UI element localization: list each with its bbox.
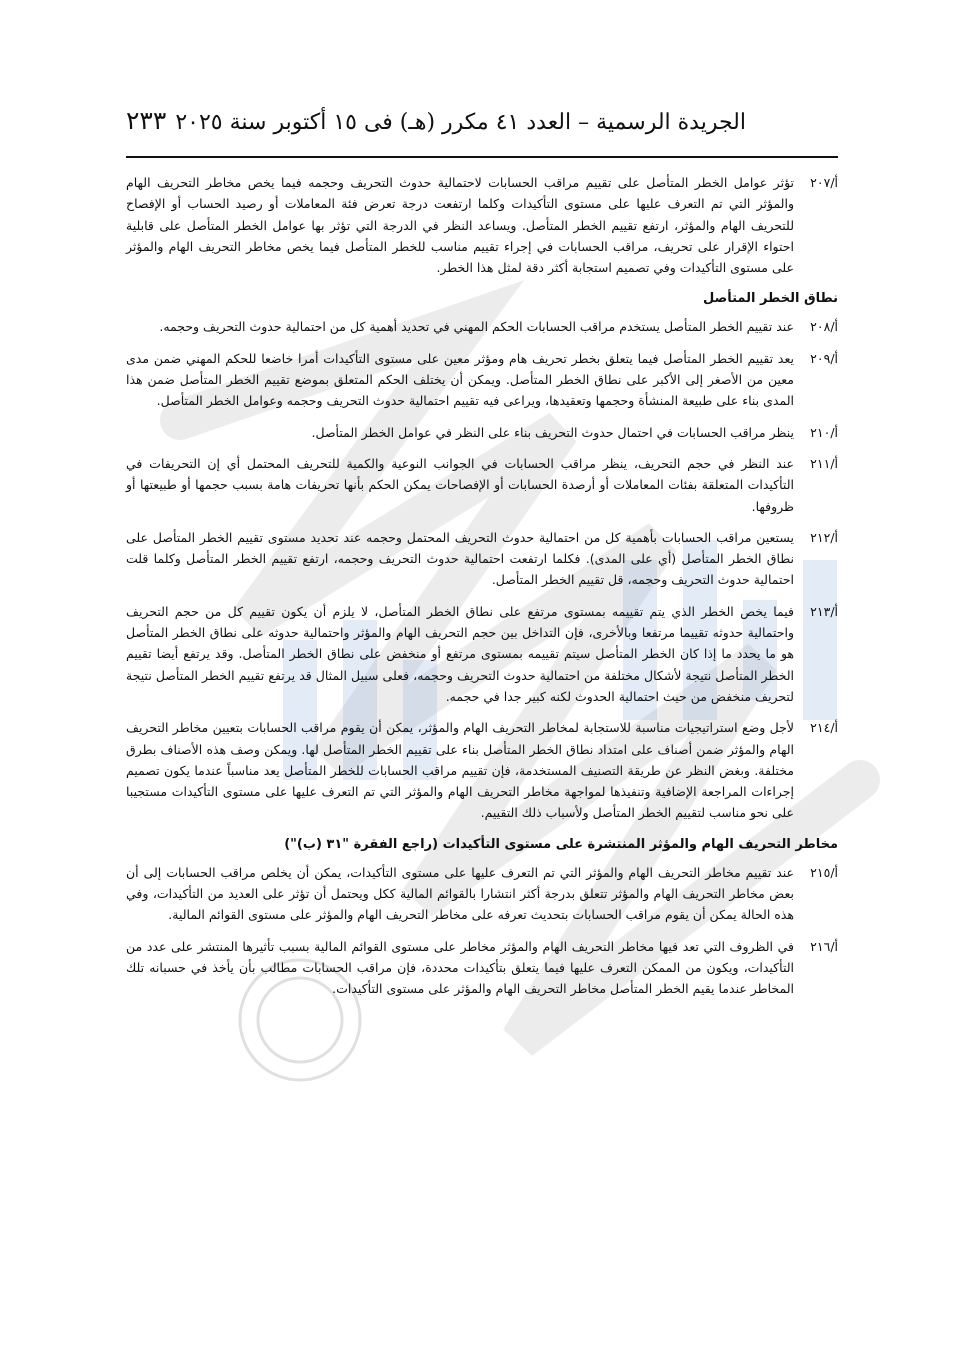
paragraph-text: فيما يخص الخطر الذي يتم تقييمه بمستوى مرتفع على نطاق الخطر المتأصل، لا يلزم أن يكون تقييم كل من حجم التحريف واحتمالية حدوثه تقييما مرتفعا وبالأخرى، فإن التداخل بين حجم التحريف الهام والمؤثر واحتمالية حدوثه على نطاق الخطر المتأصل هو ما يحدد ما إذا كان الخطر المتأصل سيتم تقييمه بمستوى مرتفع أو منخفض على نطاق الخطر المتأصل. وقد يرتفع أيضا تقييم الخطر المتأصل نتيجة لأشكال مختلفة من احتمالية حدوث التحريف وحجمه، فعلى سبيل المثال قد يرتفع تقييم الخطر المتأصل نتيجة لتحريف منخفض من حيث احتمالية الحدوث لكنه كبير جدا في حجمه. <box>126 603 794 704</box>
paragraph-number: أ/٢٠٨ <box>810 319 838 335</box>
paragraph-text: تؤثر عوامل الخطر المتأصل على تقييم مراقب الحسابات لاحتمالية حدوث التحريف وحجمه فيما يخص مخاطر التحريف الهام والمؤثر التي تم التعرف عليها على مستوى التأكيدات وكلما ارتفعت درجة تعرض فئة المعاملات أو رصيد الحساب أو الإفصاح للتحريف الهام والمؤثر، ارتفع تقييم الخطر المتأصل. ويساعد النظر في الدرجة التي تؤثر بها عوامل الخطر المتأصل على قابلية احتواء الإقرار على تحريف، مراقب الحسابات في إجراء تقييم مناسب للخطر المتأصل فيما يخص مخاطر التحريف الهام والمؤثر على مستوى التأكيدات وفي تصميم استجابة أكثر دقة لمثل هذا الخطر. <box>126 175 794 276</box>
paragraph-number: أ/٢١١ <box>810 455 838 471</box>
paragraph-212 <box>126 527 838 591</box>
paragraph-text: ينظر مراقب الحسابات في احتمال حدوث التحريف بناء على النظر في عوامل الخطر المتأصل. <box>311 424 794 440</box>
paragraph-number: أ/٢١٢ <box>810 529 838 545</box>
paragraph-text: عند النظر في حجم التحريف، ينظر مراقب الحسابات في الجوانب النوعية والكمية للتحريف المحتمل أي إن التحريفات في التأكيدات المتعلقة بفئات المعاملات أو أرصدة الحسابات أو الإفصاحات يمكن الحكم بأنها تحريفات هامة بسبب حجمها أو طبيعتها أو ظروفها. <box>126 455 794 514</box>
section-heading-pervasive-risks: مخاطر التحريف الهام والمؤثر المنتشرة على مستوى التأكيدات (راجع الفقرة "٣١ (ب)") <box>284 836 838 852</box>
paragraph-number: أ/٢١٤ <box>810 720 838 736</box>
paragraph-208 <box>126 316 838 337</box>
gazette-title: الجريدة الرسمية – العدد ٤١ مكرر (هـ) فى ١٥ أكتوبر سنة ٢٠٢٥ <box>175 110 746 135</box>
paragraph-207 <box>126 172 838 278</box>
page-header <box>126 104 746 144</box>
paragraph-text: يعد تقييم الخطر المتأصل فيما يتعلق بخطر تحريف هام ومؤثر معين على مستوى التأكيدات أمرا خاضعا للحكم المهني ضمن مدى معين من الأصغر إلى الأكبر على نطاق الخطر المتأصل. ويمكن أن يختلف الحكم المتعلق بموضع تقييم الخطر المتأصل ضمن هذا المدى بناء على طبيعة المنشأة وحجمها وتعقيدها، ويراعى فيه تقييم احتمالية حدوث التحريف وحجمه وعوامل الخطر المتأصل. <box>126 350 794 409</box>
paragraph-number: أ/٢٠٧ <box>810 175 838 190</box>
paragraph-number: أ/٢١٥ <box>810 864 838 880</box>
paragraph-216 <box>126 936 838 1000</box>
paragraph-number: أ/٢٠٩ <box>810 350 838 366</box>
paragraph-text: في الظروف التي تعد فيها مخاطر التحريف الهام والمؤثر مخاطر على مستوى القوائم المالية بسبب تأثيرها المنتشر على عدد من التأكيدات، ويكون من الممكن التعرف عليها فيما يتعلق بتأكيدات محددة، فإن مراقب الحسابات مطالب بأن يأخذ في حسبانه تلك المخاطر عندما يقيم الخطر المتأصل مخاطر التحريف الهام والمؤثر على مستوى التأكيدات. <box>126 938 794 997</box>
paragraph-number: أ/٢١٠ <box>810 424 838 440</box>
paragraph-213 <box>126 601 838 707</box>
paragraph-209 <box>126 348 838 412</box>
paragraph-215 <box>126 862 838 926</box>
paragraph-number: أ/٢١٦ <box>810 938 838 954</box>
paragraph-text: يستعين مراقب الحسابات بأهمية كل من احتمالية حدوث التحريف المحتمل وحجمه عند تحديد مستوى تقييم الخطر المتأصل على نطاق الخطر المتأصل (أي على المدى). فكلما ارتفعت احتمالية حدوث التحريف وحجمه، ارتفع تقييم الخطر المتأصل وكلما قلت احتمالية حدوث التحريف وحجمه، قل تقييم الخطر المتأصل. <box>126 529 794 588</box>
document-body <box>126 172 838 1010</box>
paragraph-210 <box>126 422 838 443</box>
paragraph-214 <box>126 717 838 823</box>
header-rule <box>126 156 838 158</box>
page-number: ٢٣٣ <box>126 106 167 135</box>
paragraph-text: عند تقييم مخاطر التحريف الهام والمؤثر التي تم التعرف عليها على مستوى التأكيدات، يمكن أن يخلص مراقب الحسابات إلى أن بعض مخاطر التحريف الهام والمؤثر تتعلق بدرجة أكثر انتشارا بالقوائم المالية ككل ويحتمل أن تؤثر على العديد من التأكيدات، وفي هذه الحالة يمكن أن يقوم مراقب الحسابات بتحديث تعرفه على مخاطر التحريف الهام والمؤثر على مستوى القوائم المالية. <box>126 864 794 923</box>
paragraph-text: لأجل وضع استراتيجيات مناسبة للاستجابة لمخاطر التحريف الهام والمؤثر، يمكن أن يقوم مراقب الحسابات بتعيين مخاطر التحريف الهام والمؤثر ضمن أصناف على امتداد نطاق الخطر المتأصل بناء على تقييم الخطر المتأصل لها. ويمكن وصف هذه الأصناف بطرق مختلفة. وبغض النظر عن طريقة التصنيف المستخدمة، فإن تقييم مراقب الحسابات للخطر المتأصل يعد مناسباً عندما يكون تصميم إجراءات المراجعة الإضافية وتنفيذها لمواجهة مخاطر التحريف الهام والمؤثر التي تم التعرف عليها على مستوى التأكيدات مستجيبا على نحو مناسب لتقييم الخطر المتأصل ولأسباب ذلك التقييم. <box>126 720 794 821</box>
section-heading-inherent-risk-spectrum: نطاق الخطر المتأصل <box>703 291 838 307</box>
paragraph-number: أ/٢١٣ <box>810 603 838 619</box>
paragraph-text: عند تقييم الخطر المتأصل يستخدم مراقب الحسابات الحكم المهني في تحديد أهمية كل من احتمالية حدوث التحريف وحجمه. <box>159 319 794 335</box>
paragraph-211 <box>126 453 838 517</box>
